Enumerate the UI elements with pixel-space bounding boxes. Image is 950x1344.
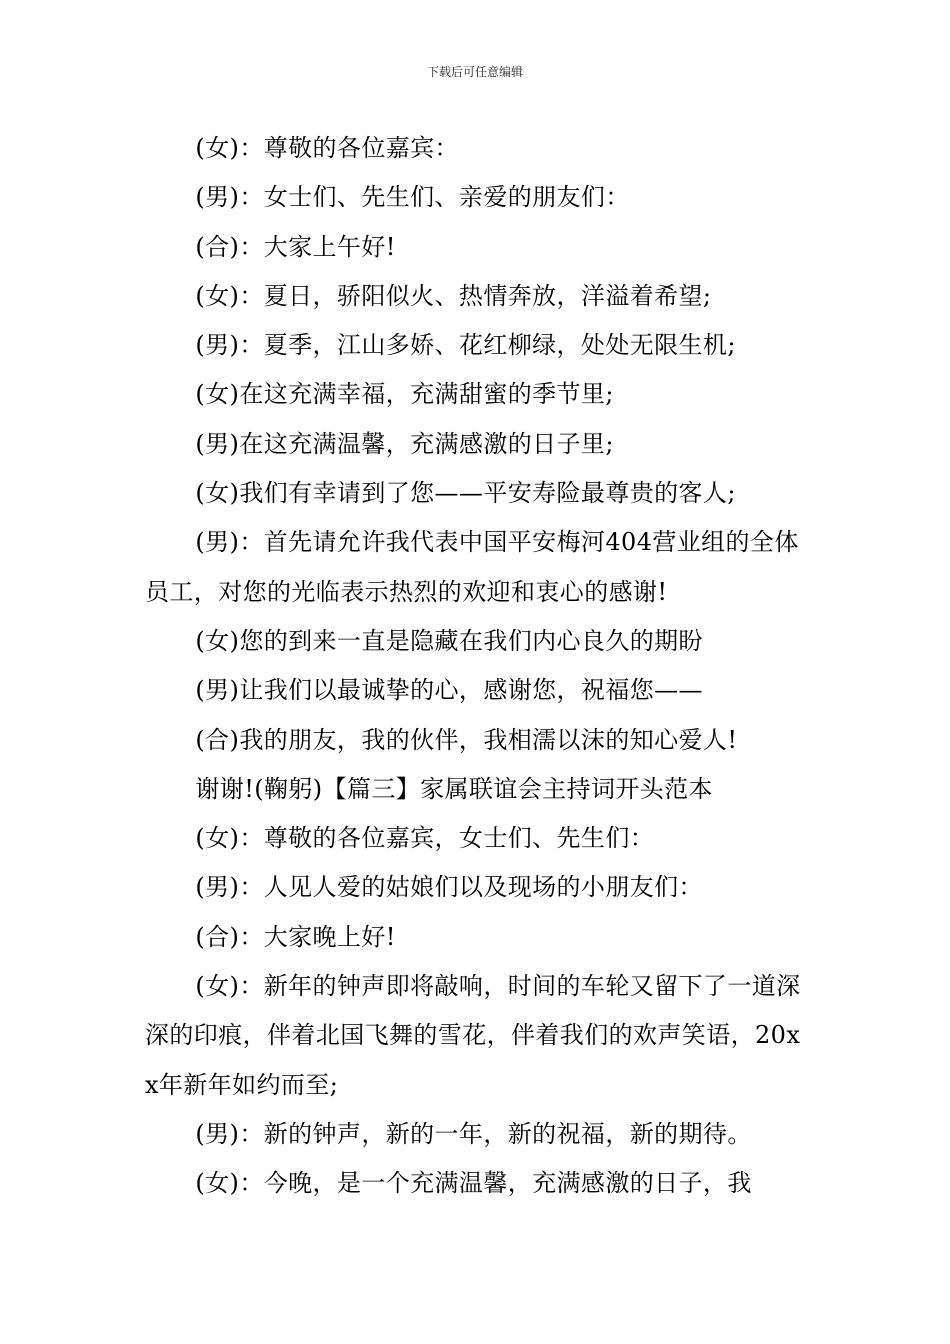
document-body <box>145 124 807 1209</box>
paragraph: (女)：今晚，是一个充满温馨，充满感激的日子，我 <box>195 1169 752 1198</box>
paragraph: (男)：人见人爱的姑娘们以及现场的小朋友们： <box>195 873 703 902</box>
paragraph: (女)：夏日，骄阳似火、热情奔放，洋溢着希望; <box>195 281 712 310</box>
paragraph: (合)我的朋友，我的伙伴，我相濡以沫的知心爱人! <box>195 725 738 754</box>
paragraph: (女)：尊敬的各位嘉宾： <box>195 134 459 162</box>
paragraph: (女)在这充满幸福，充满甜蜜的季节里; <box>195 380 614 409</box>
paragraph: (合)：大家上午好! <box>195 232 396 261</box>
paragraph: (合)：大家晚上好! <box>195 922 396 951</box>
paragraph: (男)在这充满温馨，充满感激的日子里; <box>195 429 614 458</box>
paragraph: (男)：夏季，江山多娇、花红柳绿，处处无限生机; <box>195 331 736 360</box>
paragraph: (女)您的到来一直是隐藏在我们内心良久的期盼 <box>195 626 703 655</box>
page-header: 下载后可任意编辑 <box>426 65 523 79</box>
paragraph: (男)：女士们、先生们、亲爱的朋友们： <box>195 183 630 212</box>
paragraph: (女)：尊敬的各位嘉宾，女士们、先生们： <box>195 824 655 853</box>
paragraph: (男)：首先请允许我代表中国平安梅河404营业组的全体员工，对您的光临表示热烈的欢迎和衷心的感谢! <box>145 528 799 606</box>
paragraph: (男)让我们以最诚挚的心，感谢您，祝福您—— <box>195 676 703 705</box>
paragraph: (女)：新年的钟声即将敲响，时间的车轮又留下了一道深深的印痕，伴着北国飞舞的雪花，伴着我们的欢声笑语，20xx年新年如约而至; <box>145 972 801 1099</box>
paragraph: 谢谢!(鞠躬)【篇三】家属联谊会主持词开头范本 <box>195 774 713 803</box>
paragraph: (男)：新的钟声，新的一年，新的祝福，新的期待。 <box>195 1119 752 1148</box>
paragraph: (女)我们有幸请到了您——平安寿险最尊贵的客人; <box>195 479 736 508</box>
